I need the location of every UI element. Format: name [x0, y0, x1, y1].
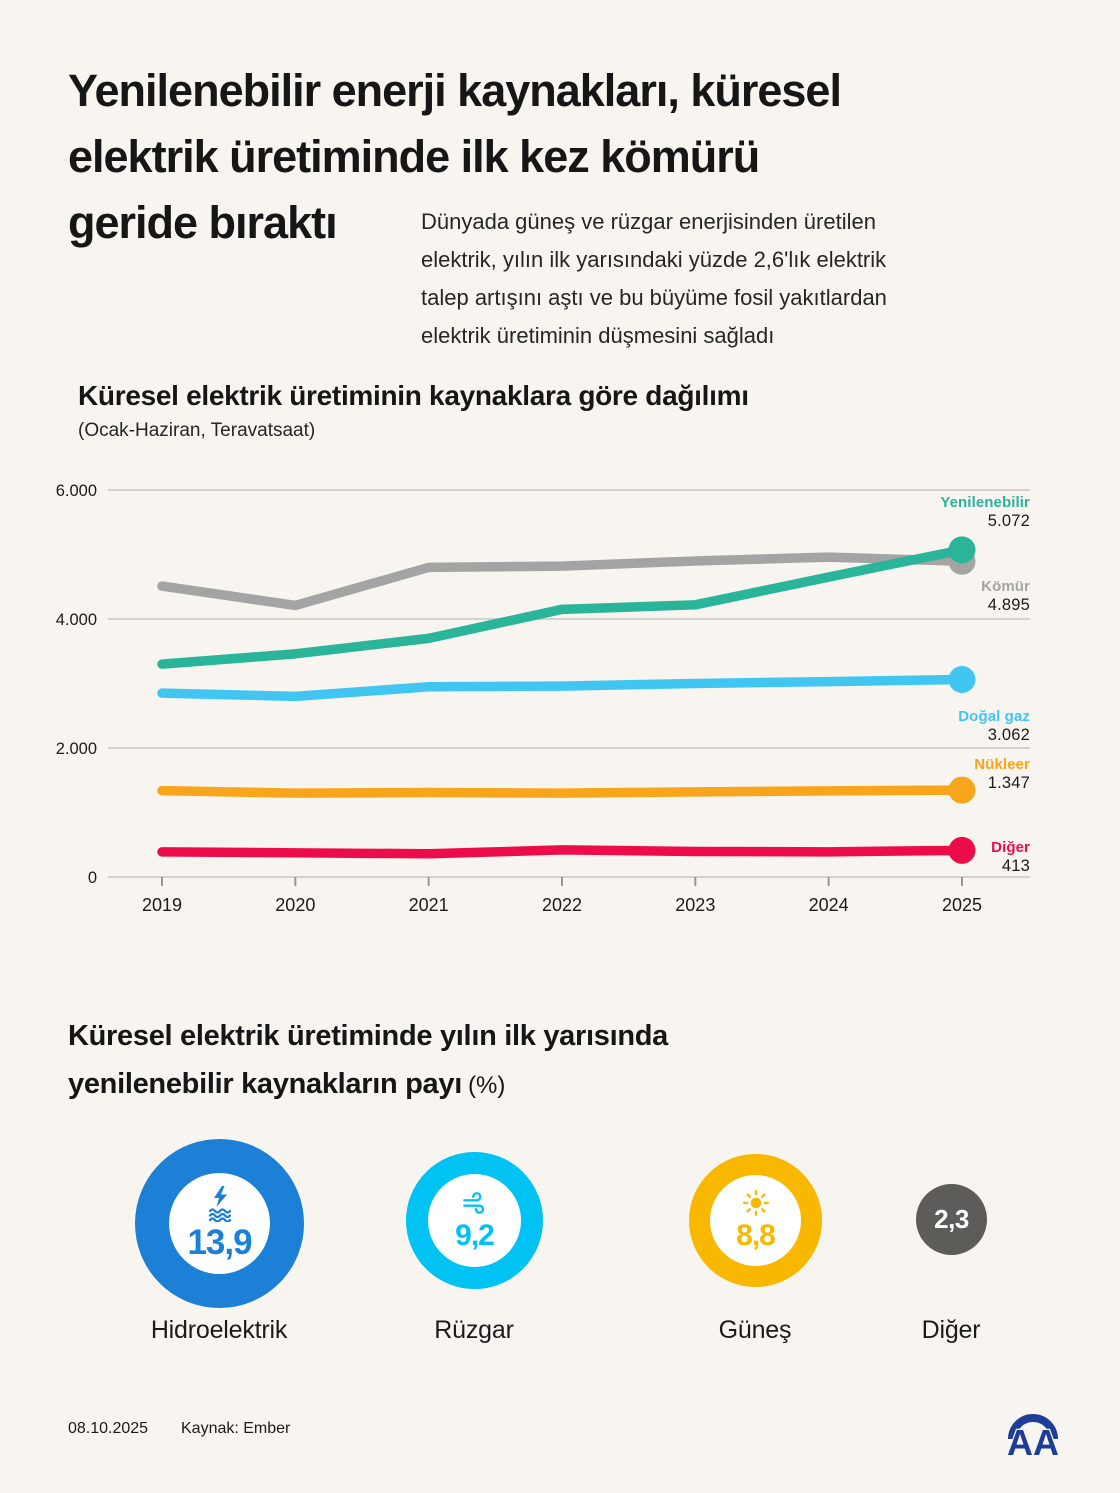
share-section-title	[68, 1012, 668, 1110]
share-title-percent-suffix: (%)	[467, 1072, 506, 1099]
series-endpoint-Diğer	[948, 837, 975, 864]
sun-icon	[741, 1188, 771, 1218]
footer-date: 08.10.2025	[68, 1420, 149, 1437]
stat-label: Hidroelektrik	[150, 1316, 288, 1344]
series-line-Yenilenebilir	[162, 550, 962, 664]
main-title-line: elektrik üretiminde ilk kez kömürü	[68, 131, 760, 182]
x-tick-label: 2022	[541, 895, 583, 915]
series-name: Nükleer	[974, 756, 1030, 773]
stat-label: Güneş	[718, 1316, 792, 1344]
series-value: 5.072	[987, 512, 1030, 530]
y-tick-label: 4.000	[55, 611, 97, 629]
x-tick-label: 2023	[675, 895, 716, 915]
aa-agency-logo	[1004, 1408, 1062, 1458]
series-label-yenilenebilir	[940, 493, 1030, 531]
x-tick-label: 2019	[141, 895, 183, 915]
series-label-komur	[981, 577, 1030, 615]
main-title-line: Yenilenebilir enerji kaynakları, küresel	[68, 65, 841, 116]
series-value: 1.347	[987, 774, 1030, 792]
chart-title: Küresel elektrik üretiminin kaynaklara göre dağılımı	[78, 380, 749, 411]
intro-line: elektrik, yılın ilk yarısındaki yüzde 2,6'lık elektrik	[421, 247, 887, 272]
series-label-dogal-gaz	[958, 707, 1030, 745]
wind-icon	[460, 1188, 490, 1218]
x-tick-label: 2021	[408, 895, 449, 915]
series-label-diger	[991, 838, 1030, 876]
series-name: Yenilenebilir	[940, 494, 1030, 511]
aa-logo-text: AA	[1007, 1422, 1059, 1458]
stat-label: Rüzgar	[434, 1316, 514, 1344]
series-endpoint-Doğal gaz	[948, 666, 975, 693]
main-title-line: geride bıraktı	[68, 197, 337, 248]
intro-text	[421, 203, 887, 355]
y-tick-label: 0	[87, 869, 97, 887]
hydro-icon	[201, 1184, 239, 1222]
x-tick-label: 2024	[808, 895, 849, 915]
stat-value: 9,2	[455, 1219, 494, 1252]
intro-line: talep artışını aştı ve bu büyüme fosil yakıtlardan	[421, 285, 887, 310]
stat-value: 8,8	[736, 1219, 775, 1252]
series-endpoint-Kömür	[948, 548, 975, 575]
footer-source: Kaynak: Ember	[181, 1420, 291, 1437]
series-line-Nükleer	[162, 790, 962, 793]
wind-ring	[406, 1152, 543, 1289]
series-name: Diğer	[991, 839, 1030, 856]
series-line-Kömür	[162, 557, 962, 605]
stat-value: 2,3	[934, 1204, 969, 1234]
series-line-Doğal gaz	[162, 680, 962, 697]
x-tick-label: 2020	[275, 895, 316, 915]
stat-label: Diğer	[921, 1316, 981, 1344]
other-circle	[916, 1184, 987, 1255]
series-value: 4.895	[987, 596, 1030, 614]
sun-ring	[689, 1154, 822, 1287]
hydro-ring	[135, 1139, 304, 1308]
x-tick-label: 2025	[941, 895, 983, 915]
series-endpoint-Nükleer	[948, 777, 975, 804]
series-label-nukleer	[974, 755, 1030, 793]
series-value: 3.062	[987, 726, 1030, 744]
series-line-Diğer	[162, 850, 962, 854]
stat-value: 13,9	[187, 1223, 252, 1262]
share-title-line2: yenilenebilir kaynakların payı (%)	[68, 1068, 506, 1100]
series-name: Doğal gaz	[958, 708, 1030, 725]
y-tick-label: 6.000	[55, 482, 97, 500]
series-endpoint-Yenilenebilir	[948, 536, 975, 563]
intro-line: Dünyada güneş ve rüzgar enerjisinden üretilen	[421, 209, 876, 234]
series-name: Kömür	[981, 578, 1030, 595]
chart-subtitle: (Ocak-Haziran, Teravatsaat)	[78, 420, 316, 441]
y-tick-label: 2.000	[55, 740, 97, 758]
share-title-line1: Küresel elektrik üretiminde yılın ilk yarısında	[68, 1020, 668, 1052]
intro-line: elektrik üretiminin düşmesini sağladı	[421, 323, 775, 348]
series-value: 413	[1001, 857, 1030, 875]
